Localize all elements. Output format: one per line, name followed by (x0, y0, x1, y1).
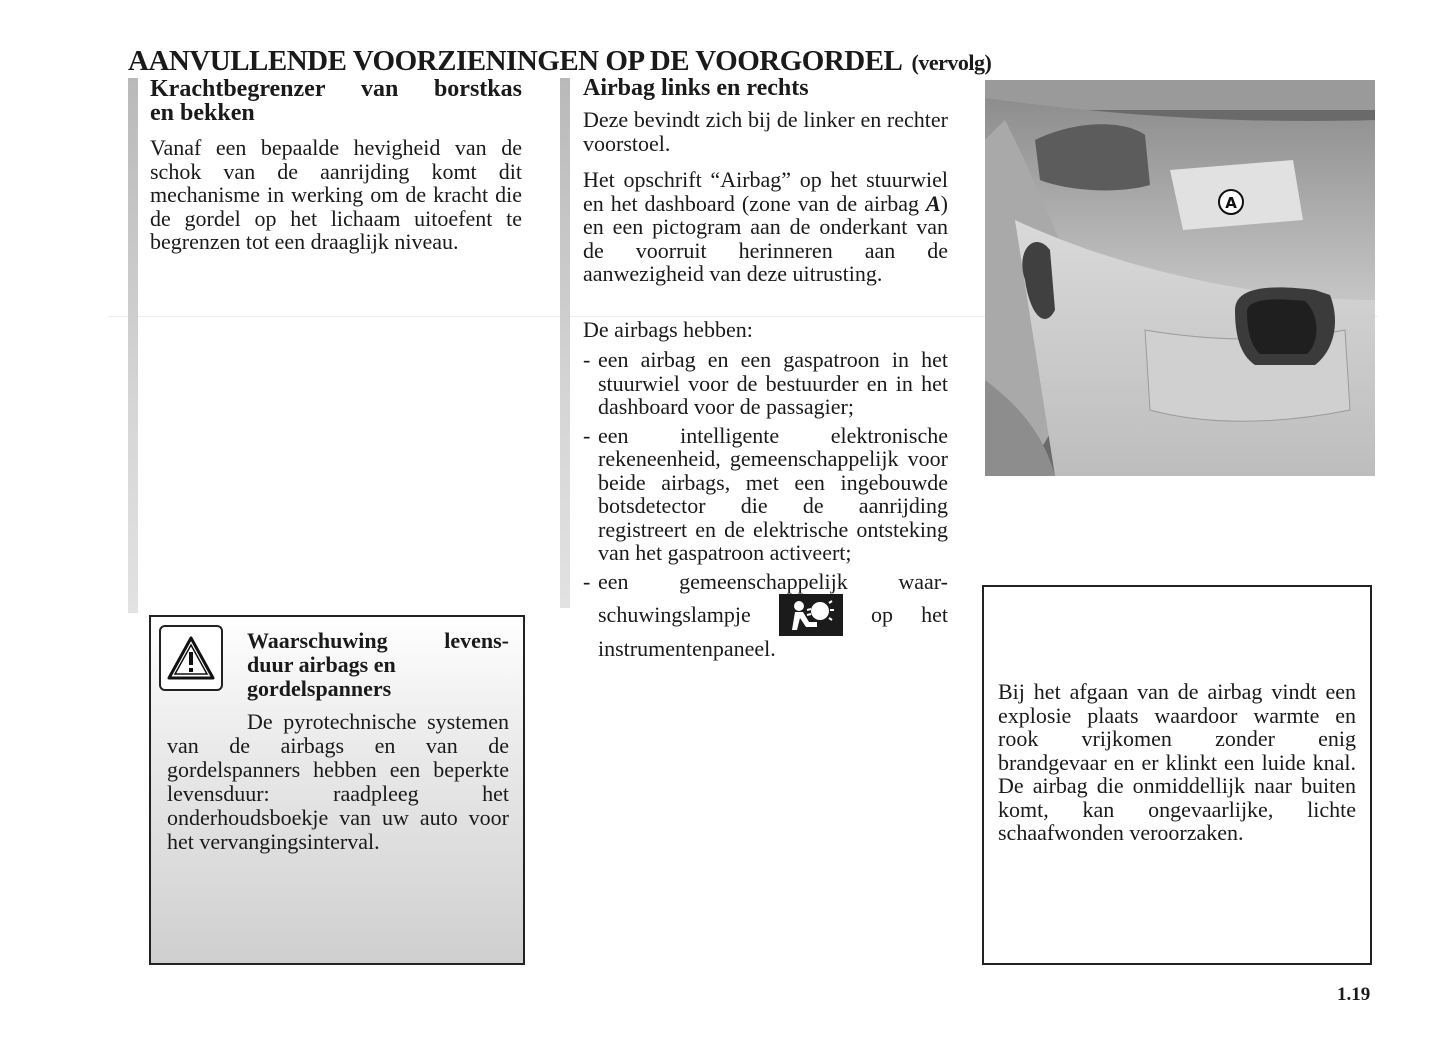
text-word: op (870, 602, 893, 628)
airbag-location-text: Deze bevindt zich bij de linker en rechter voorstoel. (583, 107, 948, 156)
airbag-heading: Airbag links en rechts (583, 75, 809, 101)
force-limiter-heading (150, 77, 522, 125)
text-segment: ) en een pictogram aan de onderkant van de voorruit herinneren aan de aanwezigheid van deze uitrusting. (583, 190, 948, 286)
warning-title-rest: duur airbags en gordelspanners (247, 652, 396, 701)
airbag-label-text (583, 168, 948, 286)
warning-triangle-icon (159, 625, 223, 691)
heading-word: Krachtbegrenzer (150, 76, 326, 102)
list-item: - een intelligente elektronische rekeneenheid, gemeenschappelijk voor beide airbags, met een ingebouwde botsdetector die de aanrijding registreert en de elektrische ontsteking van het gaspatroon activeert; (583, 424, 948, 565)
force-limiter-text: Vanaf een bepaalde hevigheid van de schok van de aanrijding komt dit mechanisme in werking om de kracht die de gordel op het lichaam uitoefent te begrenzen tot een draaglijk niveau. (150, 135, 522, 254)
list-item: - een airbag en een gaspatroon in het stuurwiel voor de bestuurder en in het dashboard voor de passagier; (583, 348, 948, 419)
dashboard-photo (985, 80, 1375, 476)
zone-label-a: A (925, 190, 941, 216)
airbag-list-intro: De airbags hebben: (583, 317, 753, 342)
photo-label-a: A (1225, 194, 1237, 212)
heading-word: van (361, 76, 399, 102)
text-word: het (921, 602, 948, 628)
warning-title-word: Waarschuwing (247, 628, 388, 653)
page-title (128, 45, 1388, 78)
text-word: schuwingslampje (598, 602, 751, 628)
middle-column-bar (560, 78, 570, 608)
note-box (982, 585, 1372, 965)
airbag-warning-lamp-icon (779, 594, 843, 636)
warning-title (247, 629, 509, 701)
text-segment: Het opschrift “Airbag” op het stuurwiel en het dashboard (zone van de airbag (583, 167, 948, 216)
heading-word: borstkas (433, 76, 522, 102)
page-title-suffix: (vervolg) (911, 50, 992, 76)
text-word: gemeenschappelijk (679, 568, 848, 594)
list-item (583, 570, 948, 661)
airbag-components-list (583, 348, 948, 666)
note-text: Bij het afgaan van de airbag vindt een explosie plaats waardoor warmte en rook vrijkomen zonder enig brandgevaar en er klinkt een luide knal. De airbag die onmiddellijk naar buiten komt, kan ongevaarlijke, lichte schaafwonden veroorzaken. (998, 679, 1356, 845)
page-title-main: AANVULLENDE VOORZIENINGEN OP DE VOORGORDEL (128, 45, 901, 78)
text-word: waar- (898, 568, 948, 594)
text-word: instrumentenpaneel. (598, 636, 776, 661)
warning-box (149, 615, 525, 965)
left-column-bar (128, 78, 138, 613)
warning-text: De pyrotechnische systemen van de airbags en van de gordelspanners hebben een beperkte levensduur: raadpleeg het onderhoudsboekje van uw auto voor het vervangingsinterval. (167, 709, 509, 854)
heading-line-2: en bekken (150, 100, 255, 126)
text-word: - een (598, 568, 629, 594)
page-number: 1.19 (1337, 984, 1371, 1005)
warning-title-word: levens- (444, 628, 509, 653)
